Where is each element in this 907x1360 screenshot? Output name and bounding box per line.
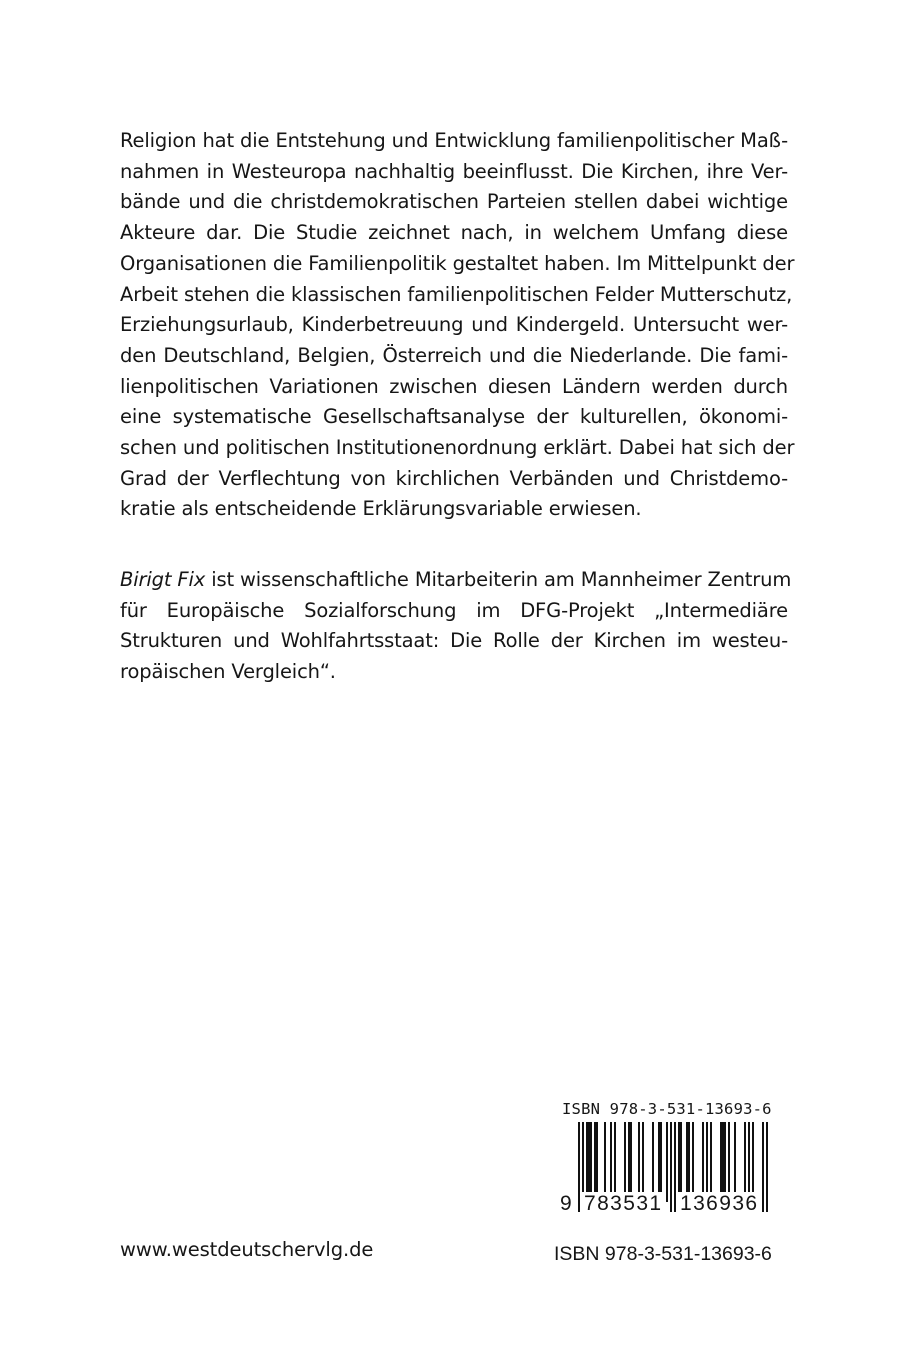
barcode-bar: [610, 1122, 612, 1202]
barcode-bar: [586, 1122, 588, 1202]
barcode-bar: [710, 1122, 712, 1202]
barcode-bar: [596, 1122, 598, 1202]
barcode-bar: [588, 1122, 590, 1202]
barcode-bar: [722, 1122, 724, 1202]
barcode-bar: [594, 1122, 596, 1202]
publisher-website: www.westdeutschervlg.de: [120, 1238, 374, 1261]
blurb-line: nahmen in Westeuropa nachhaltig beeinflusst. Die Kirchen, ihre Ver-: [120, 159, 788, 183]
blurb-line: Organisationen die Familienpolitik gestaltet haben. Im Mittelpunkt der: [120, 251, 795, 275]
author-bio-paragraph: [120, 565, 792, 688]
barcode-bar: [702, 1122, 704, 1202]
barcode-bar: [680, 1122, 682, 1202]
barcode-bar: [748, 1122, 750, 1202]
barcode-bar: [706, 1122, 708, 1202]
blurb-line: Erziehungsurlaub, Kinderbetreuung und Kindergeld. Untersucht wer-: [120, 313, 788, 337]
bio-line: ropäischen Vergleich“.: [120, 660, 336, 684]
barcode-bar: [638, 1122, 640, 1202]
barcode-digits: [558, 1192, 790, 1216]
barcode-bar: [724, 1122, 726, 1202]
isbn-text: ISBN 978-3-531-13693-6: [554, 1243, 772, 1265]
bio-line: [120, 565, 792, 596]
blurb-line: Grad der Verflechtung von kirchlichen Verbänden und Christdemo-: [120, 466, 788, 490]
barcode-bar: [604, 1122, 606, 1202]
barcode-bar: [692, 1122, 694, 1202]
blurb-line: lienpolitischen Variationen zwischen diesen Ländern werden durch: [120, 374, 788, 398]
author-name: Birigt Fix: [120, 568, 206, 591]
blurb-line: bände und die christdemokratischen Parteien stellen dabei wichtige: [120, 190, 788, 214]
blurb-line: schen und politischen Institutionenordnung erklärt. Dabei hat sich der: [120, 436, 795, 460]
barcode-bar: [666, 1122, 668, 1202]
barcode-digits-right: 136936: [680, 1192, 759, 1215]
bio-first-line-text: ist wissenschaftliche Mitarbeiterin am Mannheimer Zentrum: [205, 568, 792, 591]
barcode-bar: [660, 1122, 662, 1202]
barcode-bar: [752, 1122, 754, 1202]
blurb-line: eine systematische Gesellschaftsanalyse der kulturellen, ökonomi-: [120, 405, 788, 429]
barcode-bar: [614, 1122, 616, 1202]
blurb-line: Arbeit stehen die klassischen familienpolitischen Felder Mutterschutz,: [120, 282, 793, 306]
blurb-paragraph: [120, 126, 795, 525]
barcode-bar: [590, 1122, 592, 1202]
isbn-barcode: [558, 1100, 790, 1340]
barcode-bar: [630, 1122, 632, 1202]
blurb-line: kratie als entscheidende Erklärungsvariable erwiesen.: [120, 497, 642, 521]
blurb-line: Akteure dar. Die Studie zeichnet nach, in welchem Umfang diese: [120, 221, 788, 245]
barcode-bar: [678, 1122, 680, 1202]
barcode-bar: [652, 1122, 654, 1202]
barcode-bar: [720, 1122, 722, 1202]
barcode-bar: [642, 1122, 644, 1202]
barcode-bar: [734, 1122, 736, 1202]
barcode-isbn-label: ISBN 978-3-531-13693-6: [562, 1100, 772, 1118]
barcode-bar: [744, 1122, 746, 1202]
barcode-bar: [628, 1122, 630, 1202]
blurb-line: den Deutschland, Belgien, Österreich und die Niederlande. Die fami-: [120, 343, 788, 367]
bio-line: für Europäische Sozialforschung im DFG-Projekt „Intermediäre: [120, 598, 788, 622]
blurb-line: Religion hat die Entstehung und Entwicklung familienpolitischer Maß-: [120, 129, 788, 152]
barcode-bar: [686, 1122, 688, 1202]
barcode-bar: [688, 1122, 690, 1202]
barcode-bar: [728, 1122, 730, 1202]
barcode-digit-first: 9: [560, 1192, 572, 1215]
barcode-bar: [624, 1122, 626, 1202]
barcode-digits-left: 783531: [584, 1192, 663, 1215]
bio-line: Strukturen und Wohlfahrtsstaat: Die Rolle der Kirchen im westeu-: [120, 629, 788, 653]
barcode-bar: [658, 1122, 660, 1202]
